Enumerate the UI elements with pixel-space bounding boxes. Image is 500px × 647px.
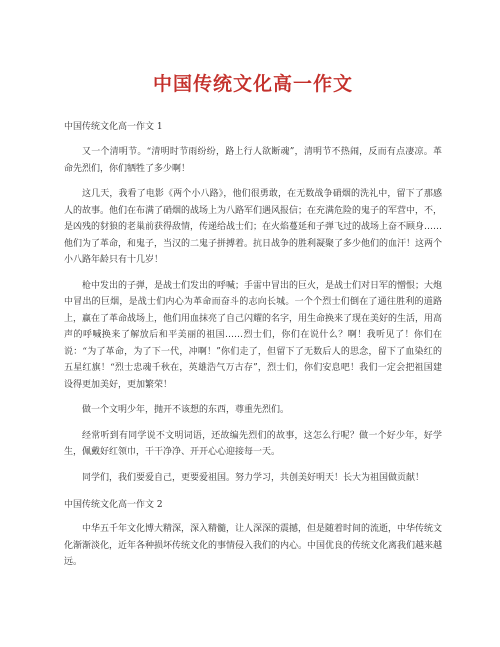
essay2-paragraph-1: 中华五千年文化博大精深，深入精髓，让人深深的震撼，但是随着时间的流逝，中华传统文化渐渐淡化，近年各种损坏传统文化的事情侵入我们的内心。中国优良的传统文化离我们越来越远。 bbox=[64, 524, 443, 567]
essay1-paragraph-2: 这几天，我看了电影《两个小八路》，他们很勇敢，在无数战争硝烟的洗礼中，留下了那感人的故事。他们在布满了硝烟的战场上为八路军们遇风报信；在充满危险的鬼子的军营中，不，是凶残的豺狼的老巢前获得敌情，传递给战士们；在火焰蔓延和子弹飞过的战场上奋不顾身……他们为了革命，和鬼子，当汉的二鬼子拼搏着。抗日战争的胜利凝聚了多少他们的血汗！这两个小八路年龄只有十几岁！ bbox=[64, 189, 443, 265]
document-title: 中国传统文化高一作文 bbox=[152, 73, 353, 95]
essay1-paragraph-3: 枪中发出的子弹，是战士们发出的呼喊；手雷中冒出的巨火，是战士们对日军的憎恨；大炮中冒出的巨烟，是战士们内心为革命而奋斗的志向长城。一个个烈士们倒在了通往胜利的道路上，赢在了革命战场上，他们用血抹亮了自己闪耀的名字，用生命换来了现在美好的生活，用高声的呼喊换来了解放后和平美丽的祖国……烈士们，你们在说什么？啊！我听见了！你们在说：“为了革命，为了下一代，冲啊！”你们走了，但留下了无数后人的思念，留下了血染红的五星红旗！“烈士忠魂千秋在，英雄浩气万古存”，烈士们，你们安息吧！我们一定会把祖国建设得更加美好，更加繁荣！ bbox=[64, 280, 443, 390]
essay1-paragraph-6: 同学们，我们要爱自己，更要爱祖国。努力学习，共创美好明天！长大为祖国做贡献！ bbox=[82, 472, 425, 483]
essay1-heading: 中国传统文化高一作文 1 bbox=[64, 122, 163, 132]
essay1-paragraph-4: 做一个文明少年，抛开不该想的东西，尊重先烈们。 bbox=[82, 405, 290, 415]
essay2-heading: 中国传统文化高一作文 2 bbox=[64, 500, 163, 510]
essay1-paragraph-1: 又一个清明节。“清明时节雨纷纷，路上行人欲断魂”，清明节不热闹，反而有点凄凉。革命先烈们，你们牺牲了多少啊！ bbox=[64, 147, 442, 174]
essay1-paragraph-5: 经常听到有同学说不文明词语，还故编先烈们的故事，这怎么行呢？做一个好少年，好学生，佩戴好红领巾，干干净净、开开心心迎接每一天。 bbox=[64, 430, 442, 457]
